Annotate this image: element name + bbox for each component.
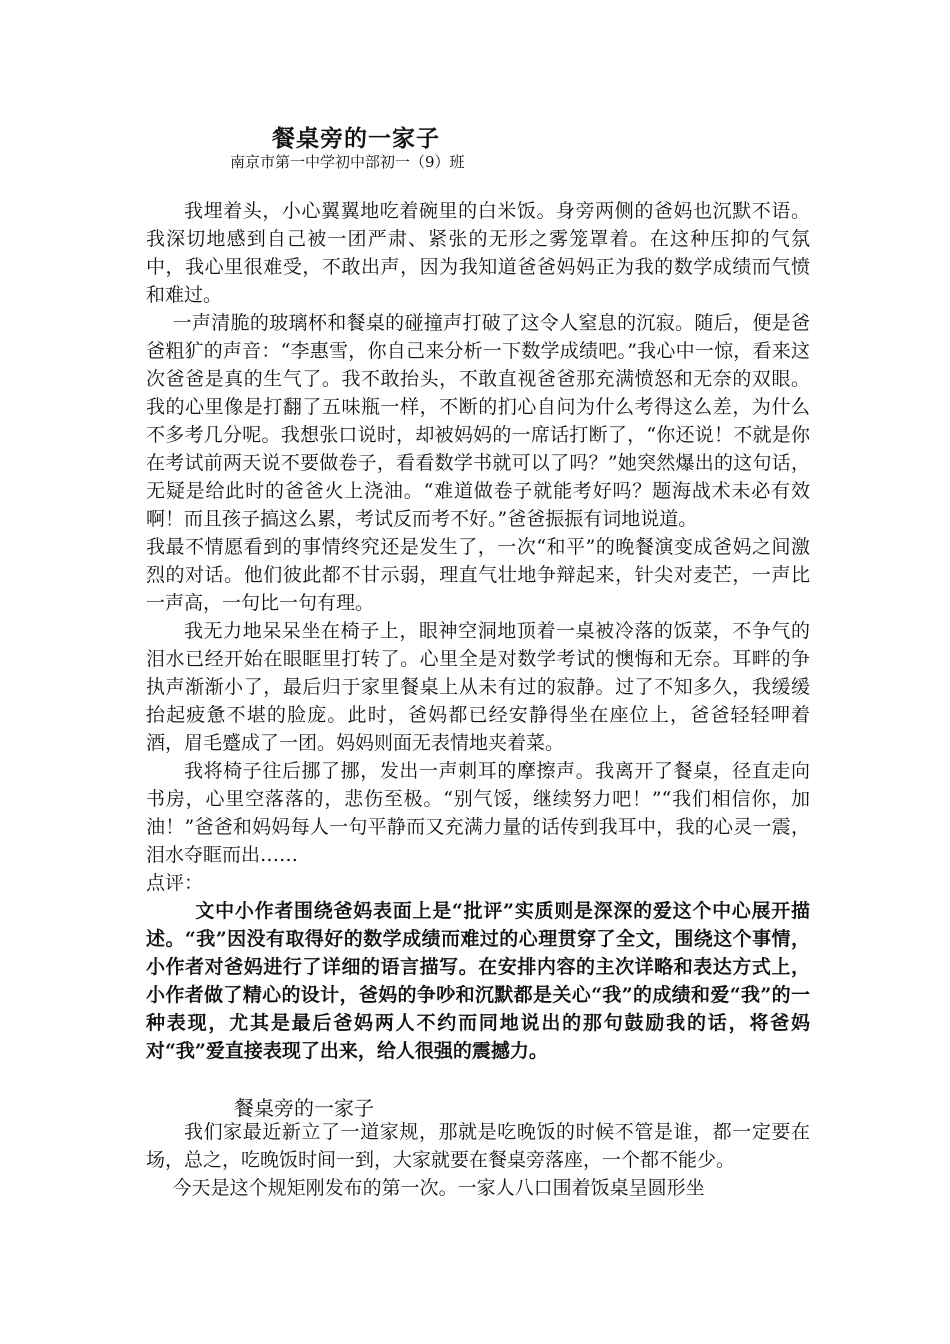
article-title: 餐桌旁的一家子 — [272, 125, 440, 152]
review-section — [146, 897, 810, 1065]
paragraph: 我将椅子往后挪了挪，发出一声刺耳的摩擦声。我离开了餐桌，径直走向书房，心里空落落的，悲伤至极。“别气馁，继续努力吧！”“我们相信你，加油！”爸爸和妈妈每人一句平静而又充满力量的话传到我耳中，我的心灵一震，泪水夺眶而出…… — [146, 760, 810, 866]
article-body — [146, 197, 810, 1065]
article-byline: 南京市第一中学初中部初一（9）班 — [230, 153, 465, 171]
second-article-body — [146, 1118, 810, 1202]
paragraph: 我无力地呆呆坐在椅子上，眼神空洞地顶着一桌被冷落的饭菜，不争气的泪水已经开始在眼眶里打转了。心里全是对数学考试的懊悔和无奈。耳畔的争执声渐渐小了，最后归于家里餐桌上从未有过的寂静。过了不知多久，我缓缓抬起疲惫不堪的脸庞。此时，爸妈都已经安静得坐在座位上，爸爸轻轻呷着酒，眉毛蹙成了一团。妈妈则面无表情地夹着菜。 — [146, 620, 810, 754]
paragraph: 我埋着头，小心翼翼地吃着碗里的白米饭。身旁两侧的爸妈也沉默不语。我深切地感到自己被一团严肃、紧张的无形之雾笼罩着。在这种压抑的气氛中，我心里很难受，不敢出声，因为我知道爸爸妈妈正为我的数学成绩而气愤和难过。 — [146, 200, 810, 306]
second-article-title: 餐桌旁的一家子 — [234, 1096, 374, 1120]
paragraph: 一声清脆的玻璃杯和餐桌的碰撞声打破了这令人窒息的沉寂。随后，便是爸爸粗犷的声音：“李惠雪，你自己来分析一下数学成绩吧。”我心中一惊，看来这次爸爸是真的生气了。我不敢抬头，不敢直视爸爸那充满愤怒和无奈的双眼。我的心里像是打翻了五味瓶一样，不断的扪心自问为什么考得这么差，为什么不多考几分呢。我想张口说时，却被妈妈的一席话打断了，“你还说！不就是你在考试前两天说不要做卷子，看看数学书就可以了吗？”她突然爆出的这句话，无疑是给此时的爸爸火上浇油。“难道做卷子就能考好吗？题海战术未必有效啊！而且孩子搞这么累，考试反而考不好。”爸爸振振有词地说道。 — [146, 312, 810, 530]
paragraph: 我们家最近新立了一道家规，那就是吃晚饭的时候不管是谁，都一定要在场，总之，吃晚饭时间一到，大家就要在餐桌旁落座，一个都不能少。 — [146, 1121, 810, 1171]
paragraph: 今天是这个规矩刚发布的第一次。一家人八口围着饭桌呈圆形坐 — [172, 1177, 705, 1199]
review-label: 点评： — [146, 872, 204, 894]
paragraph: 我最不情愿看到的事情终究还是发生了，一次“和平”的晚餐演变成爸妈之间激烈的对话。他们彼此都不甘示弱，理直气壮地争辩起来，针尖对麦芒，一声比一声高，一句比一句有理。 — [146, 536, 810, 614]
review-text: 文中小作者围绕爸妈表面上是“批评”实质则是深深的爱这个中心展开描述。“我”因没有取得好的数学成绩而难过的心理贯穿了全文，围绕这个事情，小作者对爸妈进行了详细的语言描写。在安排内容的主次详略和表达方式上，小作者做了精心的设计，爸妈的争吵和沉默都是关心“我”的成绩和爱“我”的一种表现，尤其是最后爸妈两人不约而同地说出的那句鼓励我的话，将爸妈对“我”爱直接表现了出来，给人很强的震撼力。 — [146, 900, 810, 1062]
